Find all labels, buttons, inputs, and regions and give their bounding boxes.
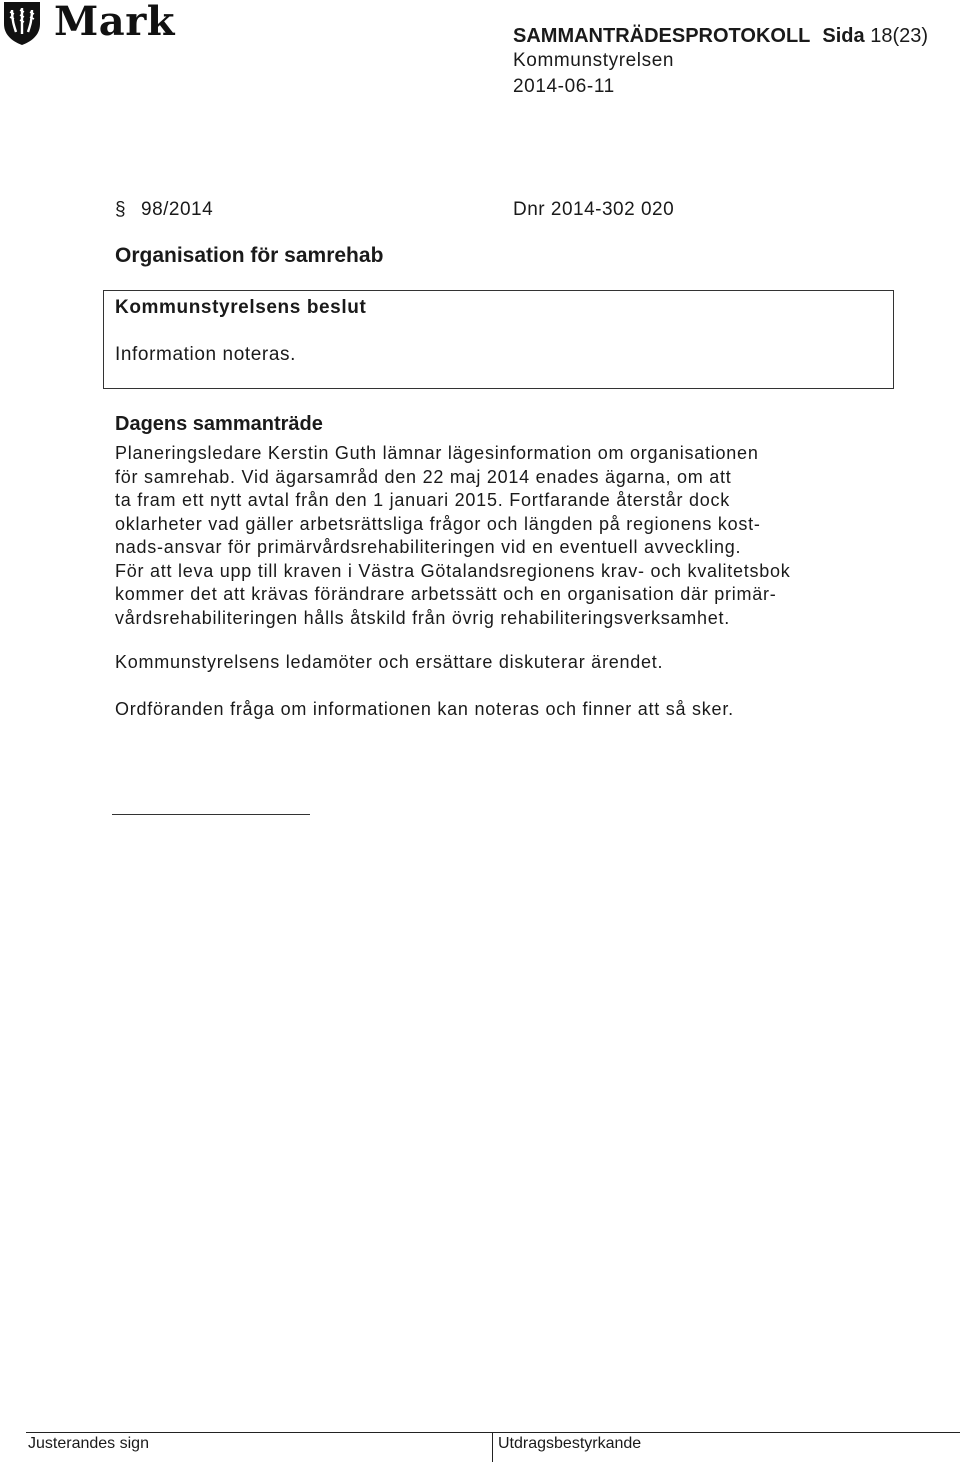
page-footer [0,1424,960,1463]
text-line: Planeringsledare Kerstin Guth lämnar lägesinformation om organisationen [115,443,759,463]
page-label: Sida [822,25,865,47]
footer-justerandes-sign: Justerandes sign [28,1435,149,1452]
text-line: ta fram ett nytt avtal från den 1 januari 2015. Fortfarande återstår dock [115,490,731,510]
text-line: för samrehab. Vid ägarsamråd den 22 maj 2014 enades ägarna, om att [115,466,732,487]
document-type: SAMMANTRÄDESPROTOKOLL [513,25,811,47]
municipality-logo [2,0,175,48]
text-line: kommer det att krävas förändrare arbetssätt och en organisation där primär- [115,584,777,604]
footer-utdragsbestyrkande: Utdragsbestyrkande [498,1435,642,1452]
document-header [513,24,953,100]
coat-of-arms-icon [2,0,42,46]
diary-number: Dnr 2014-302 020 [513,199,675,220]
case-title: Organisation för samrehab [115,244,384,267]
committee-name: Kommunstyrelsen [513,50,675,71]
meeting-date: 2014-06-11 [513,76,615,97]
footer-divider [492,1432,493,1462]
meeting-heading: Dagens sammanträde [115,413,323,435]
text-line: vårdsrehabiliteringen hålls åtskild från övrig rehabiliteringsverksamhet. [115,607,731,628]
footer-rule [26,1432,960,1433]
paragraph-symbol: § [115,199,127,220]
case-number: 98/2014 [141,199,214,220]
decision-box [103,290,894,389]
case-reference-line [115,197,815,223]
decision-text: Information noteras. [115,344,296,365]
chair-paragraph: Ordföranden fråga om informationen kan noteras och finner att så sker. [115,699,734,719]
text-line: oklarheter vad gäller arbetsrättsliga frågor och längden på regionens kost- [115,513,761,534]
text-line: För att leva upp till kraven i Västra Götalandsregionens krav- och kvalitetsbok [115,560,791,581]
decision-heading: Kommunstyrelsens beslut [115,297,367,318]
signature-line [112,814,310,815]
header-title-row [513,24,953,48]
logo-wordmark: Mark [54,0,175,45]
text-line: nads-ansvar för primärvårdsrehabiliteringen vid en eventuell avveckling. [115,537,742,557]
discussion-paragraph: Kommunstyrelsens ledamöter och ersättare diskuterar ärendet. [115,652,664,672]
page-number: 18(23) [870,25,929,47]
meeting-paragraph [115,442,895,630]
